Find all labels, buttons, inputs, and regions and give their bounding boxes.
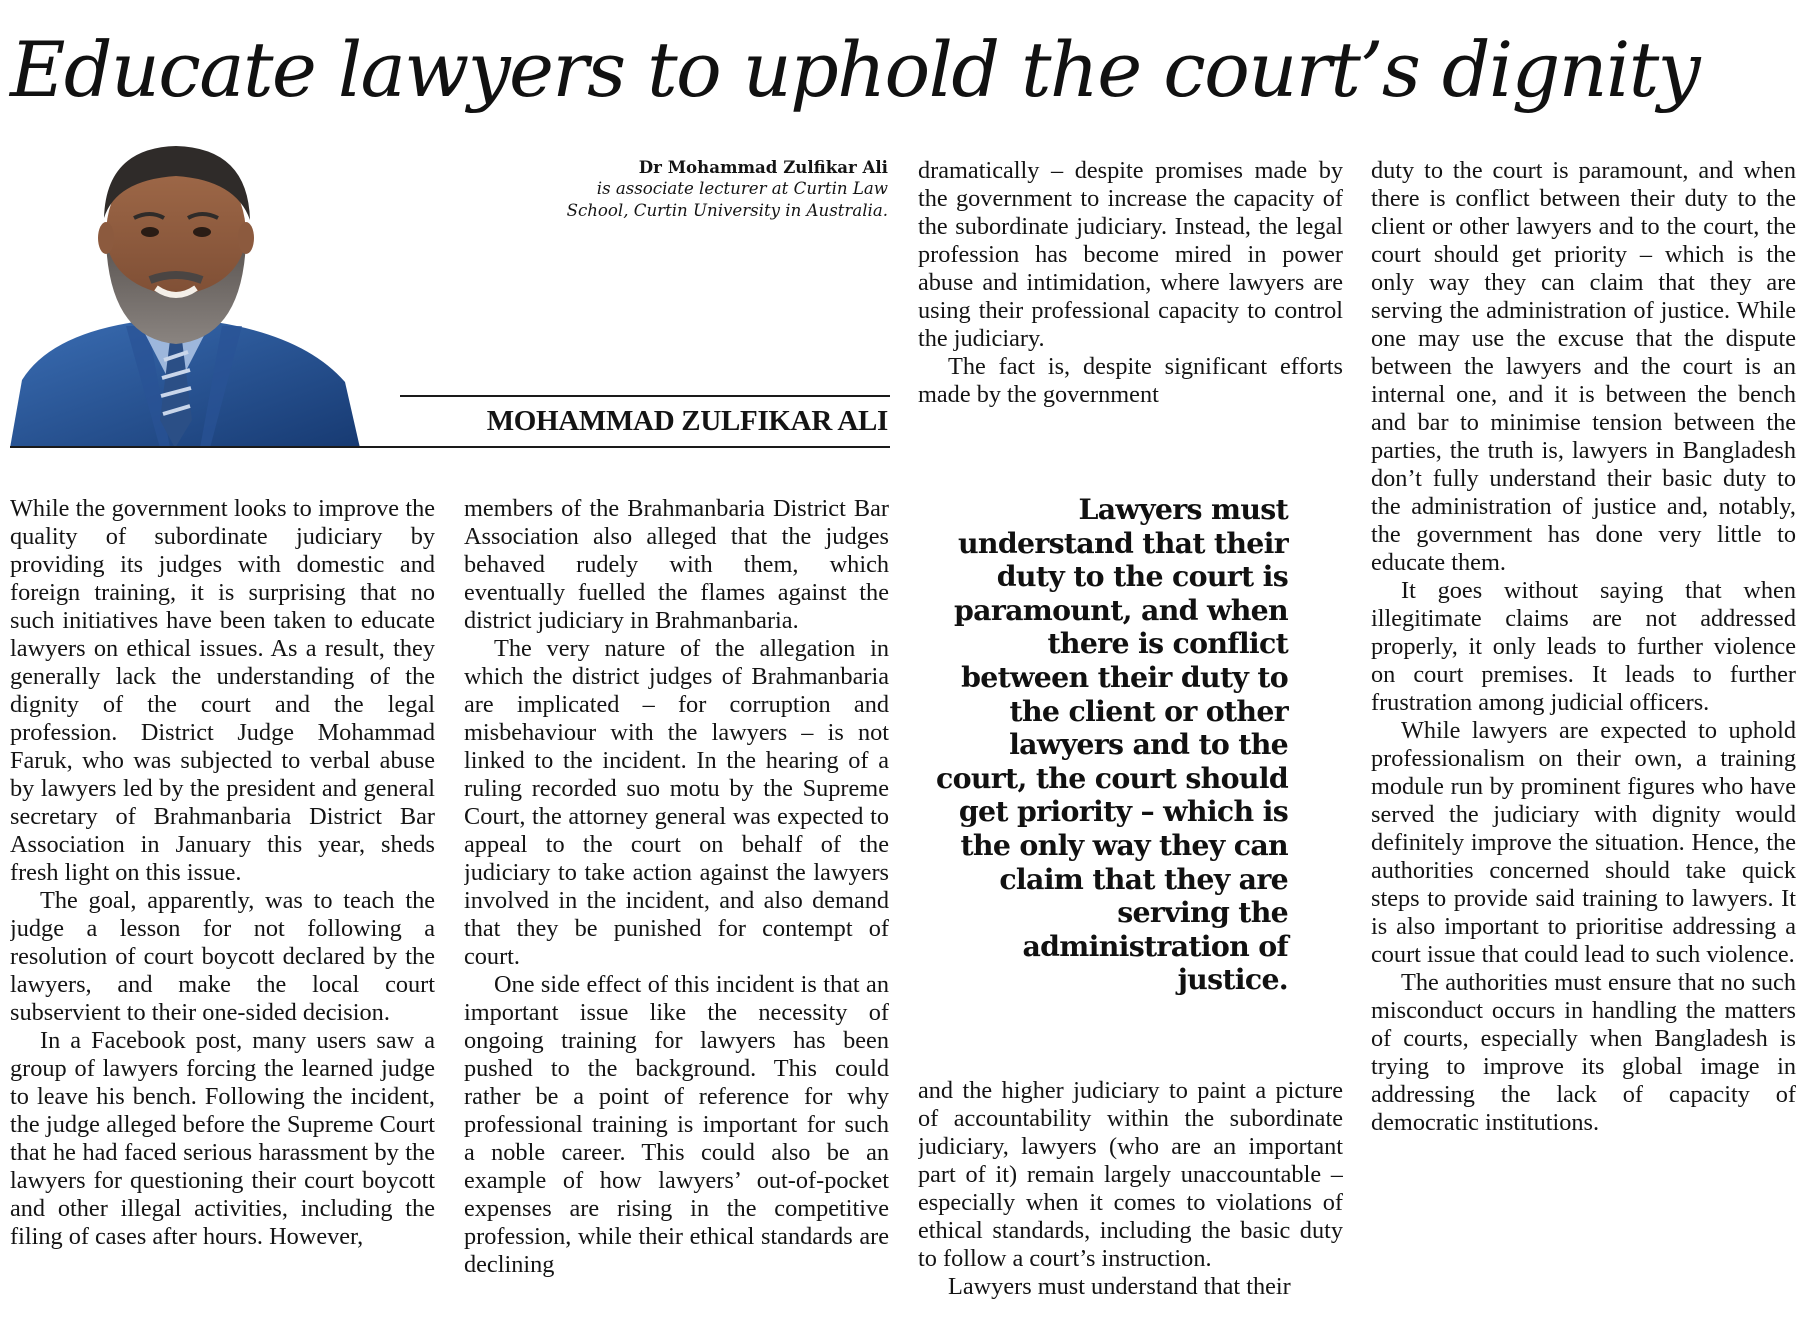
author-bio [500, 156, 888, 222]
author-bio-line: is associate lecturer at Curtin Law [596, 179, 888, 198]
paragraph: While lawyers are expected to uphold professionalism on their own, a training module run by prominent figures who have served the judiciary with dignity would definitely improve the situation. Hence, the authorities concerned should take quick steps to provide said training to lawyers. It is also important to prioritise addressing a court issue that could lead to such violence. [1371, 717, 1796, 968]
paragraph: Lawyers must understand that their [948, 1273, 1291, 1300]
author-bio-name: Dr Mohammad Zulfikar Ali [638, 157, 888, 177]
article-column-1 [10, 495, 435, 1340]
paragraph: While the government looks to improve the quality of subordinate judiciary by providing its judges with domestic and foreign training, it is surprising that no such initiatives have been taken to educate lawyers on ethical issues. As a result, they generally lack the understanding of the dignity of the court and the legal profession. District Judge Mohammad Faruk, who was subjected to verbal abuse by lawyers led by the president and general secretary of Brahmanbaria District Bar Association in January this year, sheds fresh light on this issue. [10, 495, 435, 886]
article-column-3-top [918, 157, 1343, 440]
byline: MOHAMMAD ZULFIKAR ALI [486, 405, 888, 437]
paragraph: duty to the court is paramount, and when there is conflict between their duty to the client or other lawyers and to the court, the court should get priority – which is the only way they can claim that they are serving the administration of justice. While one may use the excuse that the dispute between the lawyers and the court is an internal one, and it is between the bench and bar to minimise tension between the parties, the truth is, lawyers in Bangladesh don’t fully understand their basic duty to the administration of justice and, notably, the government has done very little to educate them. [1371, 157, 1796, 576]
paragraph: and the higher judiciary to paint a picture of accountability within the subordinate judiciary, lawyers (who are an important part of it) remain largely unaccountable – especially when it comes to violations of ethical standards, including the basic duty to follow a court’s instruction. [918, 1077, 1343, 1272]
article-column-4 [1371, 157, 1796, 1340]
paragraph: The very nature of the allegation in which the district judges of Brahmanbaria are implicated – for corruption and misbehaviour with the lawyers – is not linked to the incident. In the hearing of a ruling recorded suo motu by the Supreme Court, the attorney general was expected to appeal to the court on behalf of the judiciary to take action against the lawyers involved in the incident, and also demand that they be punished for contempt of court. [464, 635, 889, 970]
article-column-3-bottom [918, 1077, 1343, 1340]
header-divider [10, 446, 890, 448]
pull-quote: Lawyers must understand that their duty to the court is paramount, and when there is conflict between their duty to the client or other lawyers and to the court, the court should get priority – which is the only way they can claim that they are serving the administration of justice. [936, 492, 1288, 997]
paragraph: It goes without saying that when illegitimate claims are not addressed properly, it only leads to further violence on court premises. It leads to further frustration among judicial officers. [1371, 577, 1796, 716]
paragraph: The goal, apparently, was to teach the judge a lesson for not following a resolution of court boycott declared by the lawyers, and make the local court subservient to their one-sided decision. [10, 887, 435, 1026]
byline-rule [400, 395, 890, 397]
paragraph: The authorities must ensure that no such misconduct occurs in handling the matters of courts, especially when Bangladesh is trying to improve its global image in addressing the lack of capacity of democratic institutions. [1371, 969, 1796, 1136]
headline: Educate lawyers to uphold the court’s dignity [10, 25, 1699, 114]
paragraph: members of the Brahmanbaria District Bar Association also alleged that the judges behaved rudely with them, which eventually fuelled the flames against the district judiciary in Brahmanbaria. [464, 495, 889, 634]
paragraph: In a Facebook post, many users saw a group of lawyers forcing the learned judge to leave his bench. Following the incident, the judge alleged before the Supreme Court that he had faced serious harassment by the lawyers for questioning their court boycott and other illegal activities, including the filing of cases after hours. However, [10, 1027, 435, 1250]
author-bio-line: School, Curtin University in Australia. [566, 201, 888, 220]
paragraph: dramatically – despite promises made by the government to increase the capacity of the subordinate judiciary. Instead, the legal profession has become mired in power abuse and intimidation, where lawyers are using their professional capacity to control the judiciary. [918, 157, 1343, 352]
paragraph: One side effect of this incident is that an important issue like the necessity of ongoing training for lawyers has been pushed to the background. This could rather be a point of reference for why professional training is important for such a noble career. This could also be an example of how lawyers’ out-of-pocket expenses are rising in the competitive profession, while their ethical standards are declining [464, 971, 889, 1278]
article-column-2 [464, 495, 889, 1340]
paragraph: The fact is, despite significant efforts made by the government [918, 353, 1343, 408]
author-photo [10, 130, 410, 448]
